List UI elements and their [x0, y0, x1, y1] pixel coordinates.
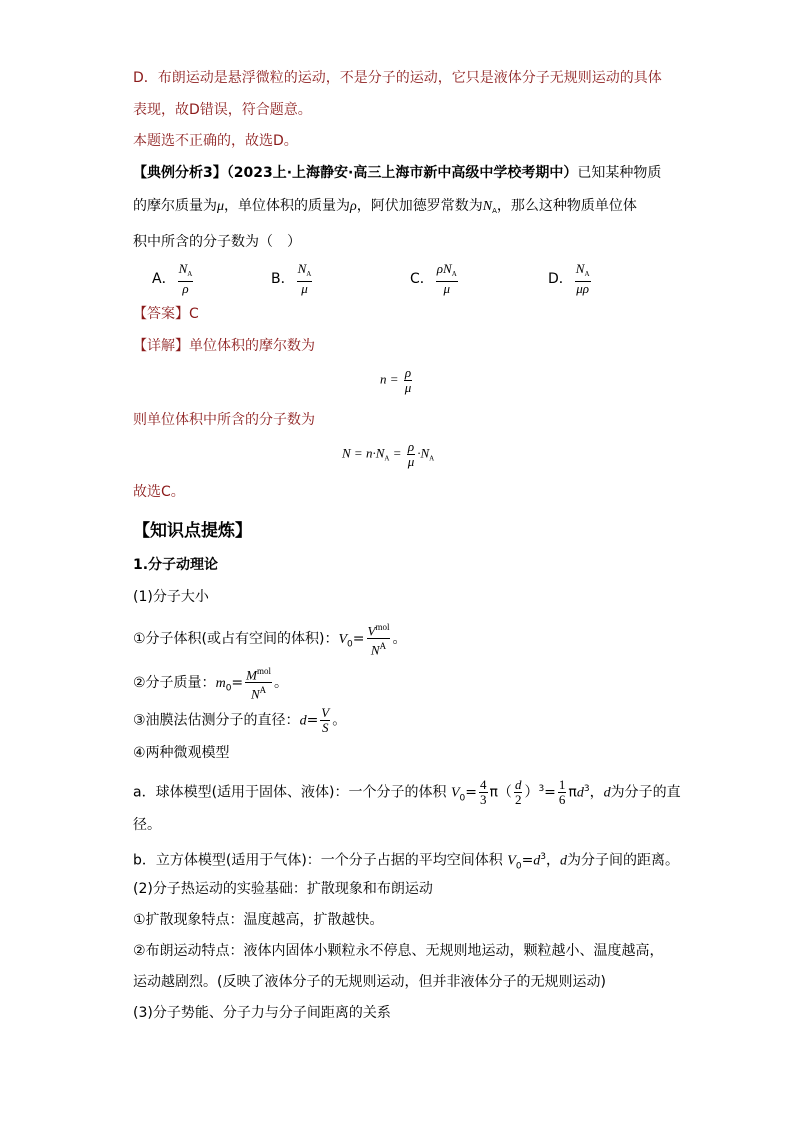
- question-text: ，那么这种物质单位体: [496, 198, 637, 214]
- answer-line: 【答案】C: [133, 306, 199, 322]
- conclusion: 故选C。: [133, 484, 185, 500]
- formula-count: $N = n\cdot N_A$ = $\frac{\rho}{\mu}$ $\cdot N_A$: [342, 439, 435, 469]
- example-tag: 【典例分析3】: [133, 165, 227, 181]
- detail-line: 【详解】单位体积的摩尔数为: [133, 338, 315, 354]
- section-2-title: (2)分子热运动的实验基础：扩散现象和布朗运动: [133, 881, 433, 897]
- item-oil-film: ③油膜法估测分子的直径：d= $\frac{V}{S}$ 。: [133, 705, 347, 735]
- item-molecule-volume: ①分子体积(或占有空间的体积)：$V_0=$ $\frac{V^{mol}}{N^A}$ 。: [133, 622, 407, 658]
- example-line3: 积中所含的分子数为（ ）: [133, 234, 301, 250]
- brownian-item-line2: 运动越剧烈。(反映了液体分子的无规则运动，但并非液体分子的无规则运动): [133, 974, 606, 990]
- knowledge-heading: 【知识点提炼】: [133, 521, 252, 541]
- option-d: D． $\frac{N_A}{\mu\rho}$: [548, 261, 590, 296]
- example-line2: 的摩尔质量为μ，单位体积的质量为ρ，阿伏加德罗常数为$N_A$，那么这种物质单位体: [133, 198, 637, 215]
- example-line1: [133, 163, 661, 183]
- selection-note: 本题选不正确的，故选D。: [133, 133, 298, 149]
- question-text: 已知某种物质: [577, 165, 662, 181]
- formula-moles: n = $\frac{\rho}{\mu}$: [380, 365, 412, 395]
- option-d-explanation-line2: 表现，故D错误，符合题意。: [133, 102, 312, 118]
- detail-line2: 则单位体积中所含的分子数为: [133, 412, 315, 428]
- brownian-item-line1: ②布朗运动特点：液体内固体小颗粒永不停息、无规则地运动，颗粒越小、温度越高，: [133, 943, 664, 959]
- example-source: （2023上·上海静安·高三上海市新中高级中学校考期中）: [226, 165, 578, 181]
- question-text: 的摩尔质量为: [133, 198, 217, 214]
- diffusion-item: ①扩散现象特点：温度越高，扩散越快。: [133, 912, 384, 928]
- section-1-title: 1.分子动理论: [133, 557, 219, 573]
- option-d-explanation-line1: D．布朗运动是悬浮微粒的运动，不是分子的运动，它只是液体分子无规则运动的具体: [133, 70, 662, 86]
- option-b: B． $\frac{N_A}{\mu}$: [271, 261, 312, 296]
- model-cube: b．立方体模型(适用于气体)：一个分子占据的平均空间体积 $V_0=d^3$，d为分子间的距离。: [133, 852, 680, 872]
- question-text: ，单位体积的质量为: [224, 198, 351, 214]
- subsection-title: (1)分子大小: [133, 589, 209, 605]
- item-models: ④两种微观模型: [133, 745, 230, 761]
- model-sphere-line1: a．球体模型(适用于固体、液体)：一个分子的体积 $V_0=$ $\frac{4}{3}$ π（ $\frac{d}{2}$ ）$^3$= $\frac{1}{6}$ $\pi d^3$，d为分子的直: [133, 777, 681, 807]
- item-molecule-mass: ②分子质量：$m_0=$ $\frac{M^{mol}}{N^A}$ 。: [133, 666, 289, 702]
- option-a: A． $\frac{N_A}{\rho}$: [152, 261, 193, 296]
- option-c: C． $\frac{\rho N_A}{\mu}$: [410, 261, 457, 296]
- question-text: ，阿伏加德罗常数为: [356, 198, 483, 214]
- section-3-title: (3)分子势能、分子力与分子间距离的关系: [133, 1005, 391, 1021]
- model-sphere-line2: 径。: [133, 817, 161, 833]
